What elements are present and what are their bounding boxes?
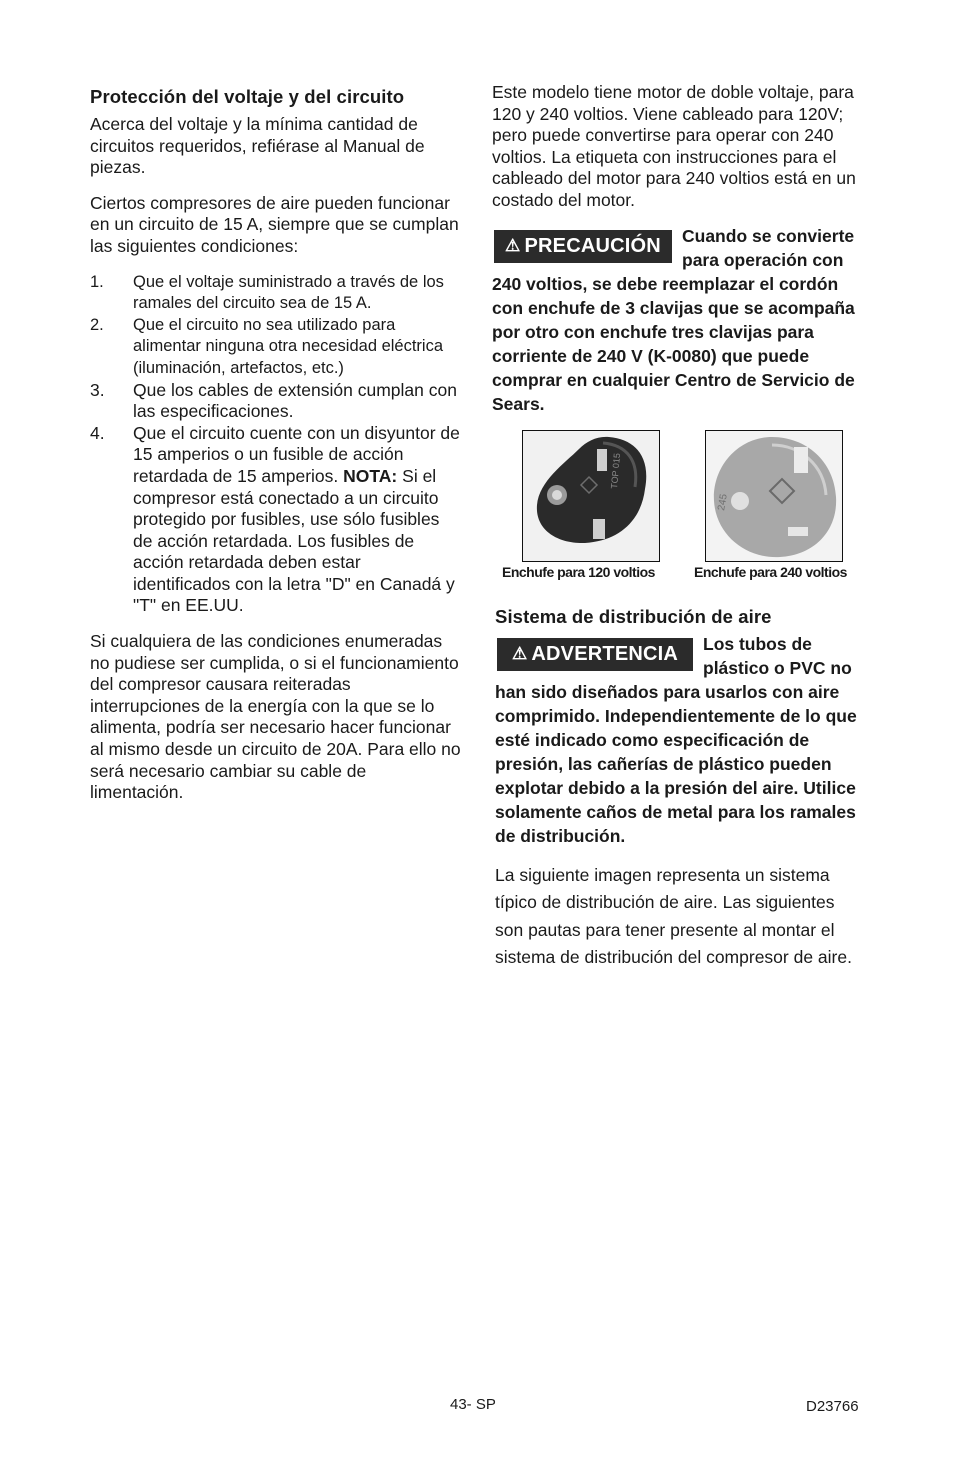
paragraph: Si cualquiera de las condiciones enumeradas no pudiese ser cumplida, o si el funcionamiento del compresor causara reiteradas interrupciones de la energía con la que se lo alimenta, podría ser necesario hacer funcionar al mismo desde un circuito de 20A. Para ello no será necesario cambiar su cable de limentación.: [90, 631, 461, 803]
plug-molding-text: 245: [716, 492, 730, 512]
page-number: 43- SP: [450, 1396, 496, 1413]
nota-label: NOTA:: [343, 465, 398, 486]
plug-240v-caption: Enchufe para 240 voltios: [694, 563, 847, 580]
left-column: [90, 86, 462, 818]
list-item: [90, 380, 462, 423]
right-column: [492, 82, 864, 972]
section-heading-voltage: Protección del voltaje y del circuito: [90, 86, 405, 107]
list-text: Si el compresor está conectado a un circuito protegido por fusibles, use sólo fusibles de acción retardada. Los fusibles de acción retardada deben estar identificados con la letra "D" en Canadá y "T" en EE.UU.: [133, 465, 455, 616]
caution-badge: [494, 230, 672, 263]
list-number: 2.: [90, 315, 104, 334]
list-number: 3.: [90, 379, 105, 400]
warning-triangle-icon: ⚠: [511, 644, 528, 664]
plug-120v-caption: Enchufe para 120 voltios: [502, 563, 655, 580]
paragraph: La siguiente imagen representa un sistema típico de distribución de aire. Las siguientes son pautas para tener presente al montar el sistema de distribución del compresor de aire.: [495, 864, 852, 968]
warning-text: Los tubos de plástico o PVC no han sido diseñados para usarlos con aire comprimido. Independientemente de lo que esté indicado como especificación de presión, las cañerías de plástico pueden explotar debido a la presión del aire. Utilice solamente caños de metal para los ramales de distribución.: [495, 633, 857, 846]
plug-photos: [480, 430, 864, 598]
caution-text: Cuando se convierte para operación con 240 voltios, se debe reemplazar el cordón con enchufe de 3 clavijas que se acompaña por otro con enchufe tres clavijas para corriente de 240 V (K-0080) que puede comprar en cualquier Centro de Servicio de Sears.: [492, 225, 855, 414]
list-text: Que el voltaje suministrado a través de los ramales del circuito sea de 15 A.: [133, 272, 444, 313]
list-item: [90, 272, 462, 315]
list-item: [90, 423, 462, 617]
plug-120v-image: [522, 430, 660, 562]
paragraph: Este modelo tiene motor de doble voltaje, para 120 y 240 voltios. Viene cableado para 120V; pero puede convertirse para operar con 240 voltios. La etiqueta con instrucciones para el cableado del motor para 240 voltios está en un costado del motor.: [492, 82, 856, 210]
plug-240v-image: [705, 430, 843, 562]
warning-triangle-icon: ⚠: [505, 236, 521, 256]
list-number: 1.: [90, 272, 104, 291]
plug-molding-text: TOP 015: [609, 452, 623, 489]
warning-label: ADVERTENCIA: [531, 643, 679, 666]
section-heading-distribution: Sistema de distribución de aire: [495, 605, 772, 627]
list-text: Que el circuito no sea utilizado para alimentar ninguna otra necesidad eléctrica (iluminación, artefactos, etc.): [133, 315, 444, 377]
paragraph: Acerca del voltaje y la mínima cantidad de circuitos requeridos, refiérase al Manual de piezas.: [90, 114, 425, 178]
caution-label: PRECAUCIÓN: [524, 235, 661, 258]
warning-badge: [497, 638, 693, 671]
conditions-list: [90, 272, 462, 618]
document-id: D23766: [806, 1398, 859, 1415]
list-item: [90, 315, 462, 380]
paragraph: Ciertos compresores de aire pueden funcionar en un circuito de 15 A, siempre que se cumplan las siguientes condiciones:: [90, 192, 459, 256]
warning-block: [495, 632, 864, 848]
list-text: Que el circuito cuente con un disyuntor de 15 amperios o un fusible de acción retardada de 15 amperios.: [133, 422, 460, 486]
list-number: 4.: [90, 422, 105, 443]
list-text: Que los cables de extensión cumplan con las especificaciones.: [133, 379, 457, 422]
caution-block: [492, 224, 864, 416]
